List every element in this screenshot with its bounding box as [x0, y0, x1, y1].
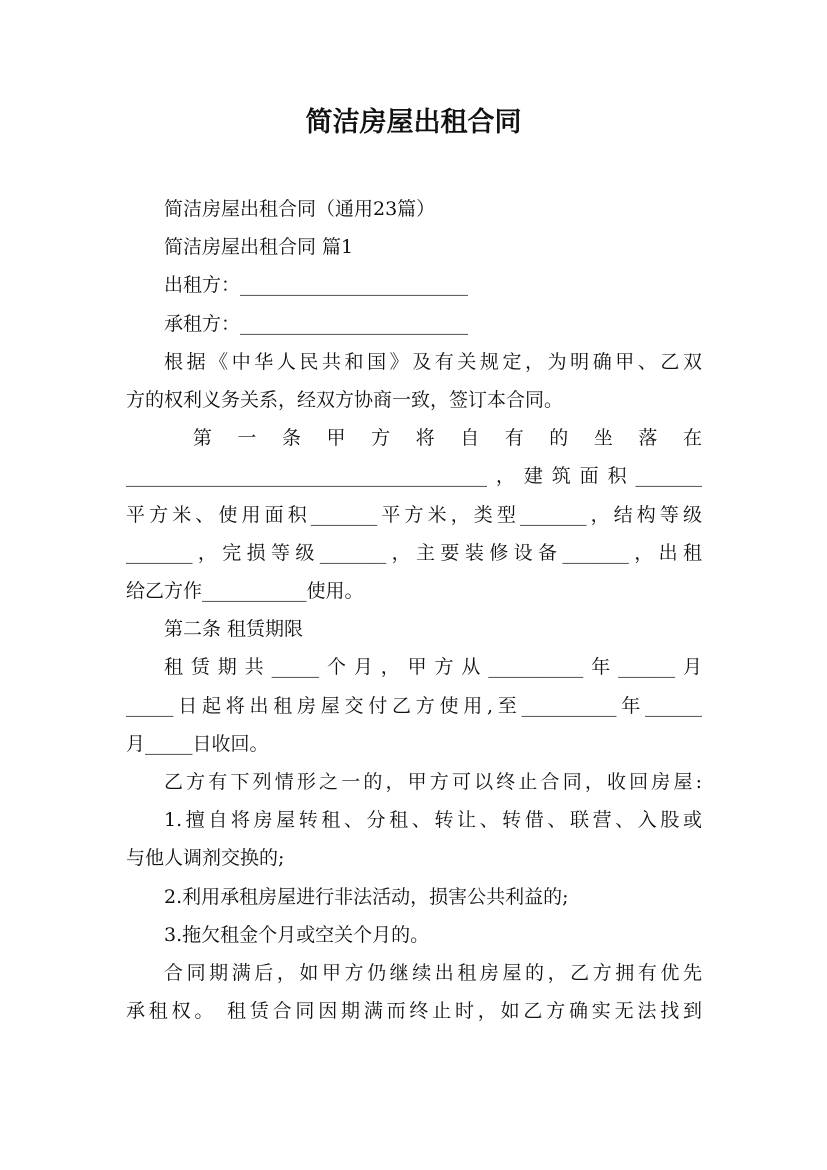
article1-line-1: 第 一 条 甲 方 将 自 有 的 坐 落 在	[126, 427, 702, 450]
article1-line-2: ______________________________________，建筑面积_______	[126, 465, 702, 488]
article2-heading: 第二条 租赁期限	[164, 618, 304, 641]
clause-3: 3.拖欠租金个月或空关个月的。	[164, 923, 430, 946]
lessee-line: 承租方：________________________	[164, 312, 469, 335]
article1-line-5: 给乙方作___________使用。	[126, 580, 364, 603]
part-heading: 简洁房屋出租合同 篇1	[164, 236, 354, 259]
subtitle: 简洁房屋出租合同（通用23篇）	[164, 198, 436, 220]
lessor-line: 出租方：________________________	[164, 274, 469, 297]
termination-intro: 乙方有下列情形之一的，甲方可以终止合同，收回房屋:	[164, 771, 702, 794]
intro-line-2: 方的权利义务关系，经双方协商一致，签订本合同。	[126, 389, 564, 412]
article2-line-2: _____日起将出租房屋交付乙方使用,至__________年______	[126, 694, 702, 717]
document-title: 简洁房屋出租合同	[305, 107, 522, 138]
renewal-line-1: 合同期满后，如甲方仍继续出租房屋的，乙方拥有优先	[164, 962, 702, 985]
article1-line-3: 平方米、使用面积_______平方米，类型_______，结构等级	[126, 503, 702, 526]
clause-1-line-2: 与他人调剂交换的;	[126, 847, 285, 870]
article1-line-4: _______，完损等级_______，主要装修设备_______，出租	[126, 541, 702, 564]
article2-line-1: 租赁期共_____个月，甲方从__________年______月	[164, 656, 702, 679]
renewal-line-2: 承租权。 租赁合同因期满而终止时，如乙方确实无法找到	[126, 1000, 702, 1023]
document-body	[126, 190, 702, 1030]
article2-line-3: 月_____日收回。	[126, 732, 269, 755]
clause-2: 2.利用承租房屋进行非法活动，损害公共利益的;	[164, 885, 569, 908]
intro-line-1: 根据《中华人民共和国》及有关规定，为明确甲、乙双	[164, 350, 702, 373]
clause-1-line-1: 1.擅自将房屋转租、分租、转让、转借、联营、入股或	[164, 809, 702, 832]
